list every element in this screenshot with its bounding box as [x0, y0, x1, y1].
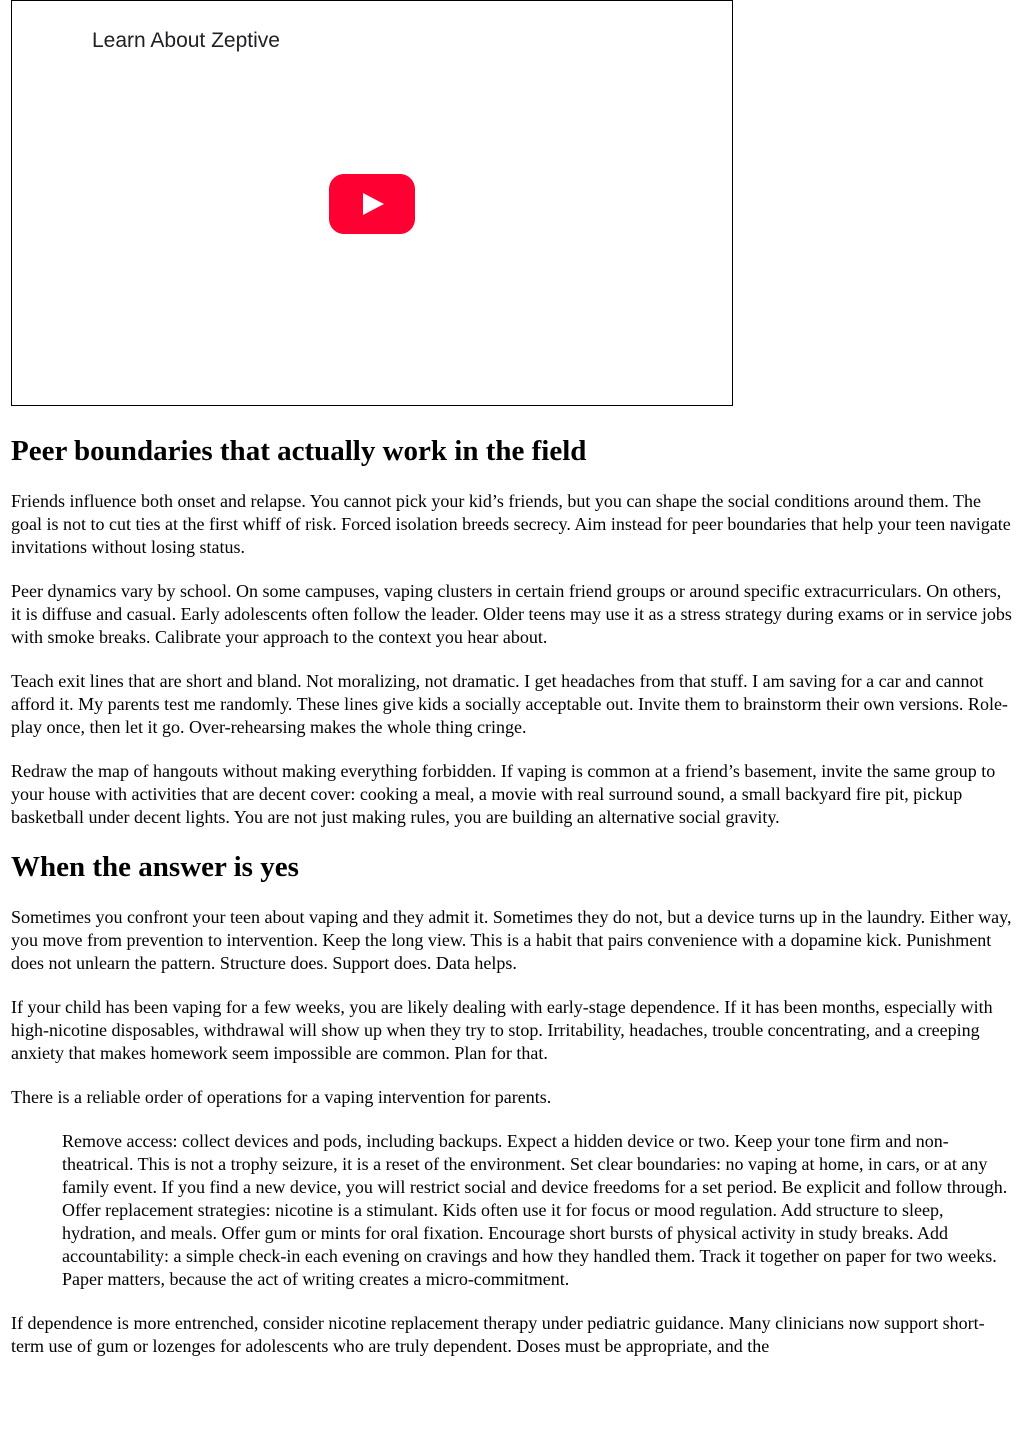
play-button[interactable]	[329, 174, 415, 234]
intervention-steps-quote: Remove access: collect devices and pods, including backups. Expect a hidden device or two. Keep your tone firm and non-theatrical. This is not a trophy seizure, it is a reset of the environment. Set clear boundaries: no vaping at home, in cars, or at any family event. If you find a new device, you will restrict social and device freedoms for a set period. Be explicit and follow through. Offer replacement strategies: nicotine is a stimulant. Kids often use it for focus or mood regulation. Add structure to sleep, hydration, and meals. Offer gum or mints for oral fixation. Encourage short bursts of physical activity in study breaks. Add accountability: a simple check-in each evening on cravings and how they handled them. Track it together on paper for two weeks. Paper matters, because the act of writing creates a micro-commitment.	[62, 1131, 1008, 1289]
paragraph: Friends influence both onset and relapse. You cannot pick your kid’s friends, but you can shape the social conditions around them. The goal is not to cut ties at the first whiff of risk. Forced isolation breeds secrecy. Aim instead for peer boundaries that help your teen navigate invitations without losing status.	[11, 491, 1011, 557]
paragraph: If your child has been vaping for a few weeks, you are likely dealing with early-stage dependence. If it has been months, especially with high-nicotine disposables, withdrawal will show up when they try to stop. Irritability, headaches, trouble concentrating, and a creeping anxiety that makes homework seem impossible are common. Plan for that.	[11, 997, 993, 1063]
paragraph: There is a reliable order of operations for a vaping intervention for parents.	[11, 1087, 552, 1107]
article	[11, 0, 1013, 1379]
paragraph: Sometimes you confront your teen about vaping and they admit it. Sometimes they do not, but a device turns up in the laundry. Either way, you move from prevention to intervention. Keep the long view. This is a habit that pairs convenience with a dopamine kick. Punishment does not unlearn the pattern. Structure does. Support does. Data helps.	[11, 907, 1012, 973]
paragraph: Redraw the map of hangouts without making everything forbidden. If vaping is common at a friend’s basement, invite the same group to your house with activities that are decent cover: cooking a meal, a movie with real surround sound, a small backyard fire pit, pickup basketball under decent lights. You are not just making rules, you are building an alternative social gravity.	[11, 761, 996, 827]
paragraph: Teach exit lines that are short and bland. Not moralizing, not dramatic. I get headaches from that stuff. I am saving for a car and cannot afford it. My parents test me randomly. These lines give kids a socially acceptable out. Invite them to brainstorm their own versions. Role-play once, then let it go. Over-rehearsing makes the whole thing cringe.	[11, 671, 1008, 737]
youtube-play-icon	[329, 174, 415, 234]
section-heading-answer-yes: When the answer is yes	[11, 851, 299, 883]
section-heading-peer-boundaries: Peer boundaries that actually work in the field	[11, 435, 587, 467]
paragraph: Peer dynamics vary by school. On some campuses, vaping clusters in certain friend groups or around specific extracurriculars. On others, it is diffuse and casual. Early adolescents often follow the leader. Older teens may use it as a stress strategy during exams or in service jobs with smoke breaks. Calibrate your approach to the context you hear about.	[11, 581, 1012, 647]
video-title[interactable]: Learn About Zeptive	[92, 29, 280, 52]
embedded-video[interactable]	[11, 0, 733, 406]
paragraph: If dependence is more entrenched, consider nicotine replacement therapy under pediatric guidance. Many clinicians now support short-term use of gum or lozenges for adolescents who are truly dependent. Doses must be appropriate, and the	[11, 1313, 985, 1356]
